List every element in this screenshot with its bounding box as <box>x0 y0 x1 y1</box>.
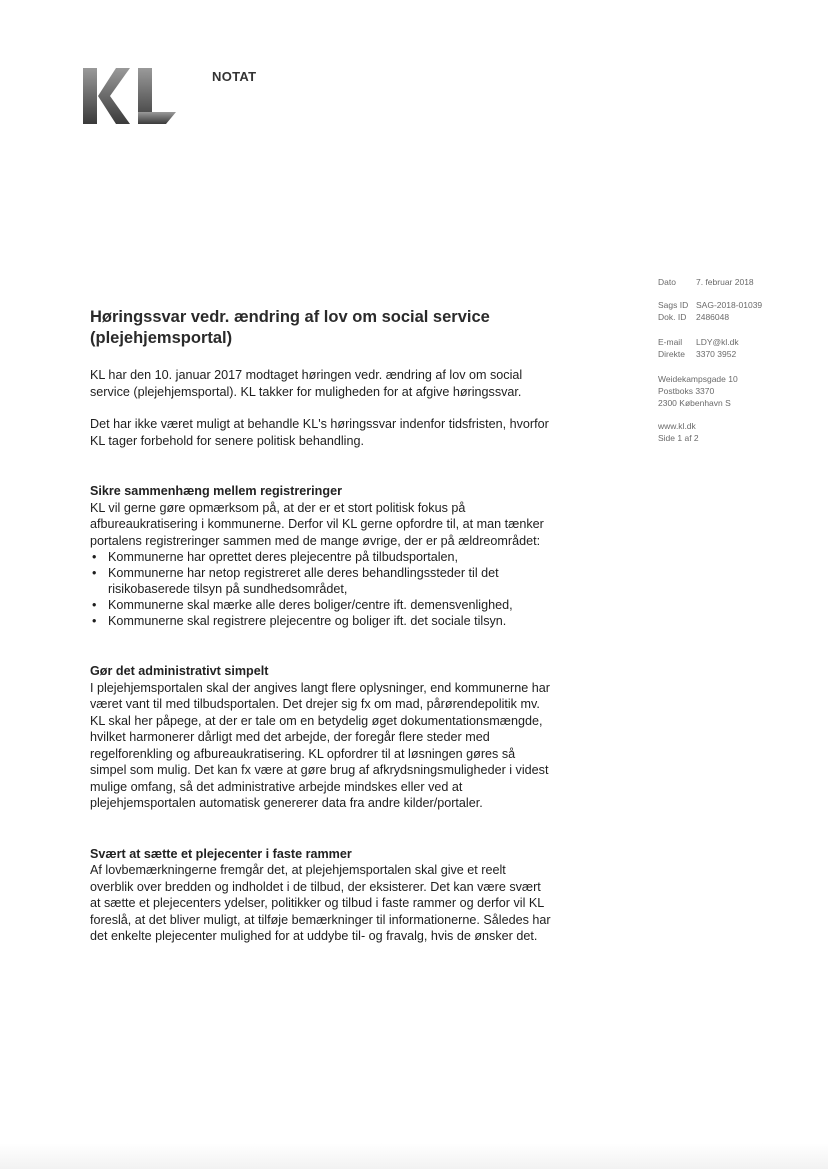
meta-direkte-label: Direkte <box>658 349 685 359</box>
kl-logo <box>80 66 180 128</box>
section-faste-rammer <box>90 846 552 945</box>
meta-email-value[interactable]: LDY@kl.dk <box>696 337 739 347</box>
meta-direkte-value: 3370 3952 <box>696 349 737 359</box>
meta-sags-id-label: Sags ID <box>658 300 689 310</box>
list-item: • Kommunerne skal mærke alle deres boliger/centre ift. demensvenlighed, <box>90 597 552 613</box>
meta-address <box>658 373 738 409</box>
document-title-line-2: (plejehjemsportal) <box>90 329 233 347</box>
meta-sags-id-value: SAG-2018-01039 <box>696 300 763 310</box>
document-title <box>90 307 552 349</box>
meta-date-label: Dato <box>658 277 676 287</box>
meta-web-page <box>658 420 699 444</box>
meta-date <box>658 276 754 288</box>
section-heading: Svært at sætte et plejecenter i faste rammer <box>90 846 352 861</box>
section-heading: Gør det administrativt simpelt <box>90 664 269 678</box>
document-title-line-1: Høringssvar vedr. ændring af lov om social service <box>90 308 490 326</box>
meta-dok-id-label: Dok. ID <box>658 312 687 322</box>
document-body <box>90 307 552 945</box>
deadline-paragraph: Det har ikke været muligt at behandle KL's høringssvar indenfor tidsfristen, hvorfor KL tager forbehold for senere politisk behandling. <box>90 417 549 448</box>
section-registreringer <box>90 483 552 629</box>
section-administrativt <box>90 663 552 812</box>
logo-k-arms <box>98 68 130 124</box>
list-item: • Kommunerne har netop registreret alle deres behandlingssteder til det risikobaserede tilsyn på sundhedsområdet, <box>90 565 552 597</box>
meta-email-label: E-mail <box>658 337 683 347</box>
intro-paragraph: KL har den 10. januar 2017 modtaget høringen vedr. ændring af lov om social service (plejehjemsportal). KL takker for muligheden for at afgive høringssvar. <box>90 368 523 399</box>
kl-logo-graphic <box>80 66 180 128</box>
meta-address-line-2: Postboks 3370 <box>658 386 715 396</box>
meta-address-line-1: Weidekampsgade 10 <box>658 374 738 384</box>
meta-page-number: Side 1 af 2 <box>658 433 699 443</box>
logo-l-foot <box>138 112 176 124</box>
bullet-list <box>90 549 552 629</box>
section-text: I plejehjemsportalen skal der angives langt flere oplysninger, end kommunerne har været vant til med tilbudsportalen. Det drejer sig fx om mad, pårørendepolitik mv. KL skal her påpege, at der er tale om en betydelig øget dokumentationsmængde, hvilket harmonerer dårligt med det arbejde, der foregår flere steder med regelforenkling og afbureaukratisering. KL opfordrer til at løsningen gøres så simpel som mulig. Det kan fx være at gøre brug af afkrydsningsmuligheder i videst mulige omfang, så det administrative arbejde mindskes eller ved at plejehjemsportalen automatisk genererer data fra andre kilder/portaler. <box>90 680 550 810</box>
doc-type-label: NOTAT <box>212 69 257 84</box>
logo-k-stem <box>83 68 97 124</box>
meta-date-value: 7. februar 2018 <box>696 277 754 287</box>
meta-address-line-3: 2300 København S <box>658 398 731 408</box>
scan-bottom-edge <box>0 1143 828 1169</box>
section-heading: Sikre sammenhæng mellem registreringer <box>90 484 342 498</box>
list-item: • Kommunerne skal registrere plejecentre og boliger ift. det sociale tilsyn. <box>90 613 552 629</box>
meta-contact <box>658 336 739 360</box>
meta-dok-id-value: 2486048 <box>696 312 730 322</box>
section-text: KL vil gerne gøre opmærksom på, at der er et stort politisk fokus på afbureaukratisering i kommunerne. Derfor vil KL gerne opfordre til, at man tænker portalens registreringer sammen med de mange øvrige, der er på ældreområdet: <box>90 500 544 548</box>
meta-web[interactable]: www.kl.dk <box>658 421 696 431</box>
section-text: Af lovbemærkningerne fremgår det, at plejehjemsportalen skal give et reelt overblik over bredden og indholdet i de tilbud, der eksisterer. Det kan være svært at sætte et plejecenters ydelser, politikker og tilbud i faste rammer og derfor vil KL foreslå, at det bliver muligt, at tilføje bemærkninger til informationerne. Således har det enkelte plejecenter mulighed for at uddybe til- og fravalg, hvis de ønsker det. <box>90 863 551 943</box>
list-item: • Kommunerne har oprettet deres plejecentre på tilbudsportalen, <box>90 549 552 565</box>
meta-ids <box>658 299 762 323</box>
